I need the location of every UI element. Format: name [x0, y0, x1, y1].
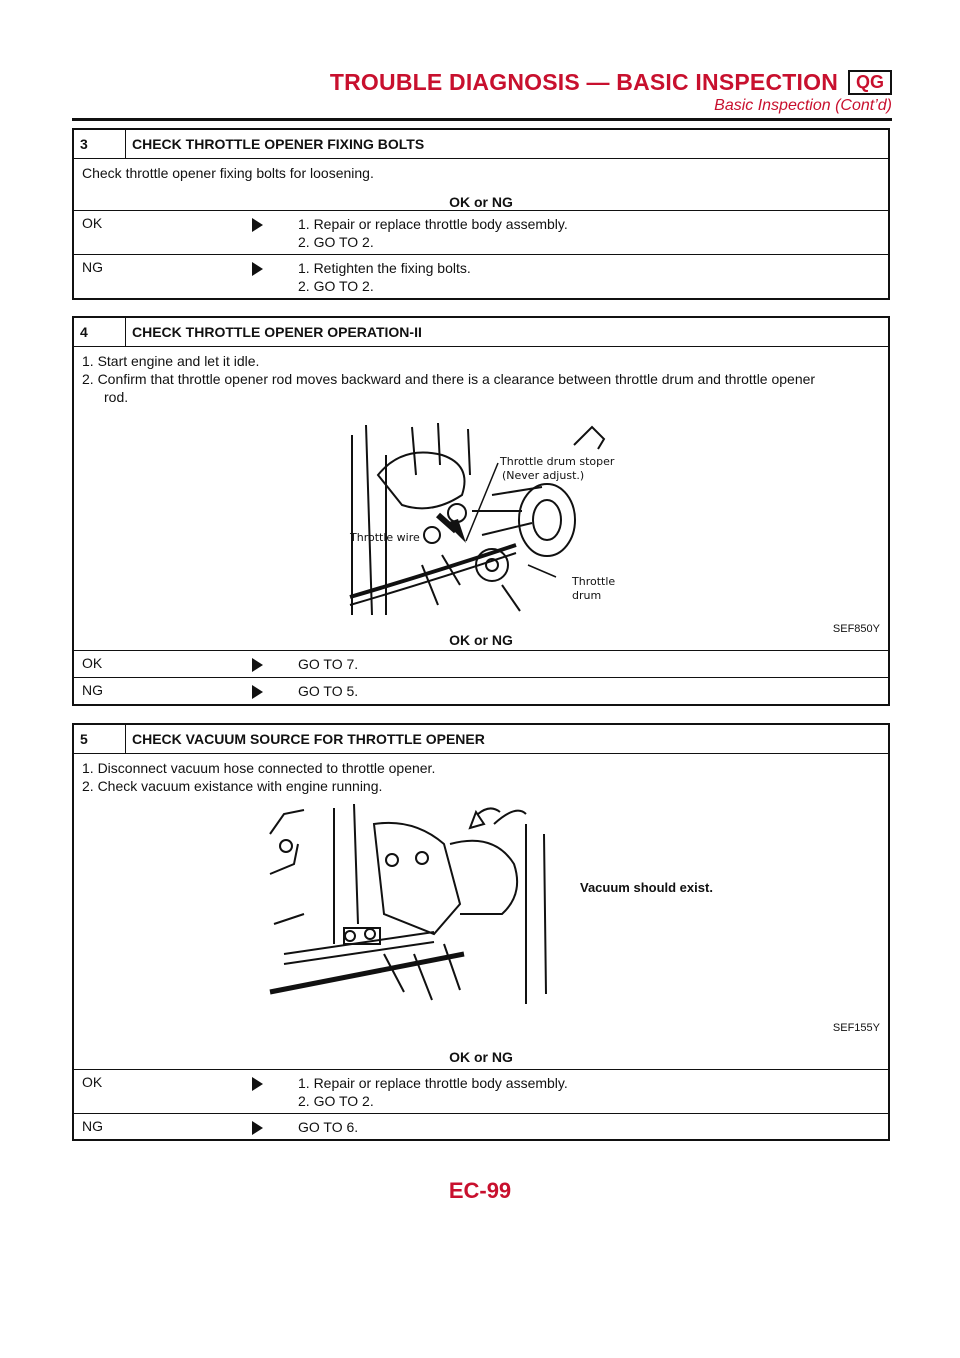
arrow-right-icon [252, 685, 263, 699]
result-label: NG [82, 682, 103, 698]
instruction-line: rod. [104, 389, 129, 405]
result-row-ng [74, 1113, 888, 1139]
step-number: 3 [74, 130, 126, 158]
step-body [74, 346, 888, 650]
step-3 [72, 128, 890, 300]
instruction-line: 2. Check vacuum existance with engine running. [82, 778, 383, 794]
figure-label: Throttle wire [350, 531, 420, 544]
result-row-ok [74, 1069, 888, 1113]
vacuum-hose-figure [264, 804, 564, 1004]
arrow-right-icon [252, 262, 263, 276]
result-label: NG [82, 1118, 103, 1134]
figure-label: drum [572, 589, 602, 602]
figure-label: Vacuum should exist. [580, 880, 713, 895]
ok-ng-heading: OK or NG [449, 1049, 513, 1065]
throttle-drum-figure [342, 415, 632, 621]
step-body [74, 753, 888, 1065]
figure-label: (Never adjust.) [502, 469, 585, 482]
result-line: GO TO 5. [298, 683, 359, 699]
step-title-row [74, 318, 888, 346]
result-line: GO TO 7. [298, 656, 359, 672]
result-row-ok [74, 210, 888, 254]
step-number: 5 [74, 725, 126, 753]
step-title-row [74, 130, 888, 158]
page-number: EC-99 [448, 1178, 512, 1203]
page-subtitle: Basic Inspection (Cont’d) [714, 97, 892, 114]
result-label: NG [82, 259, 103, 275]
result-label: OK [82, 1074, 103, 1090]
section-badge: QG [848, 70, 892, 95]
result-line: GO TO 6. [298, 1119, 359, 1135]
result-line: 2. GO TO 2. [298, 278, 374, 294]
page-title: TROUBLE DIAGNOSIS — BASIC INSPECTION [329, 69, 838, 95]
figure-code: SEF850Y [832, 623, 880, 635]
step-title: CHECK VACUUM SOURCE FOR THROTTLE OPENER [132, 731, 485, 747]
result-row-ok [74, 650, 888, 677]
instruction-line: 2. Confirm that throttle opener rod moves backward and there is a clearance between throttle drum and throttle opener [82, 371, 816, 387]
result-label: OK [82, 655, 103, 671]
result-line: 1. Repair or replace throttle body assembly. [298, 1075, 568, 1091]
arrow-right-icon [252, 218, 263, 232]
step-number: 4 [74, 318, 126, 346]
result-line: 1. Retighten the fixing bolts. [298, 260, 471, 276]
figure-code: SEF155Y [832, 1022, 880, 1034]
result-row-ng [74, 254, 888, 298]
step-title: CHECK THROTTLE OPENER FIXING BOLTS [132, 136, 425, 152]
instruction-line: Check throttle opener fixing bolts for loosening. [82, 165, 374, 181]
result-row-ng [74, 677, 888, 704]
arrow-right-icon [252, 1121, 263, 1135]
result-line: 1. Repair or replace throttle body assembly. [298, 216, 568, 232]
figure-label: Throttle drum stoper [500, 455, 615, 468]
ok-ng-heading: OK or NG [449, 632, 513, 648]
result-line: 2. GO TO 2. [298, 1093, 374, 1109]
step-5 [72, 723, 890, 1141]
step-title: CHECK THROTTLE OPENER OPERATION-II [132, 324, 422, 340]
header-rule [72, 118, 892, 121]
step-4 [72, 316, 890, 706]
page-header [72, 64, 892, 120]
arrow-right-icon [252, 1077, 263, 1091]
result-label: OK [82, 215, 103, 231]
ok-ng-heading: OK or NG [449, 194, 513, 210]
instruction-line: 1. Start engine and let it idle. [82, 353, 260, 369]
step-title-row [74, 725, 888, 753]
instruction-line: 1. Disconnect vacuum hose connected to throttle opener. [82, 760, 436, 776]
step-body [74, 158, 888, 210]
arrow-right-icon [252, 658, 263, 672]
figure-label: Throttle [572, 575, 616, 588]
result-line: 2. GO TO 2. [298, 234, 374, 250]
